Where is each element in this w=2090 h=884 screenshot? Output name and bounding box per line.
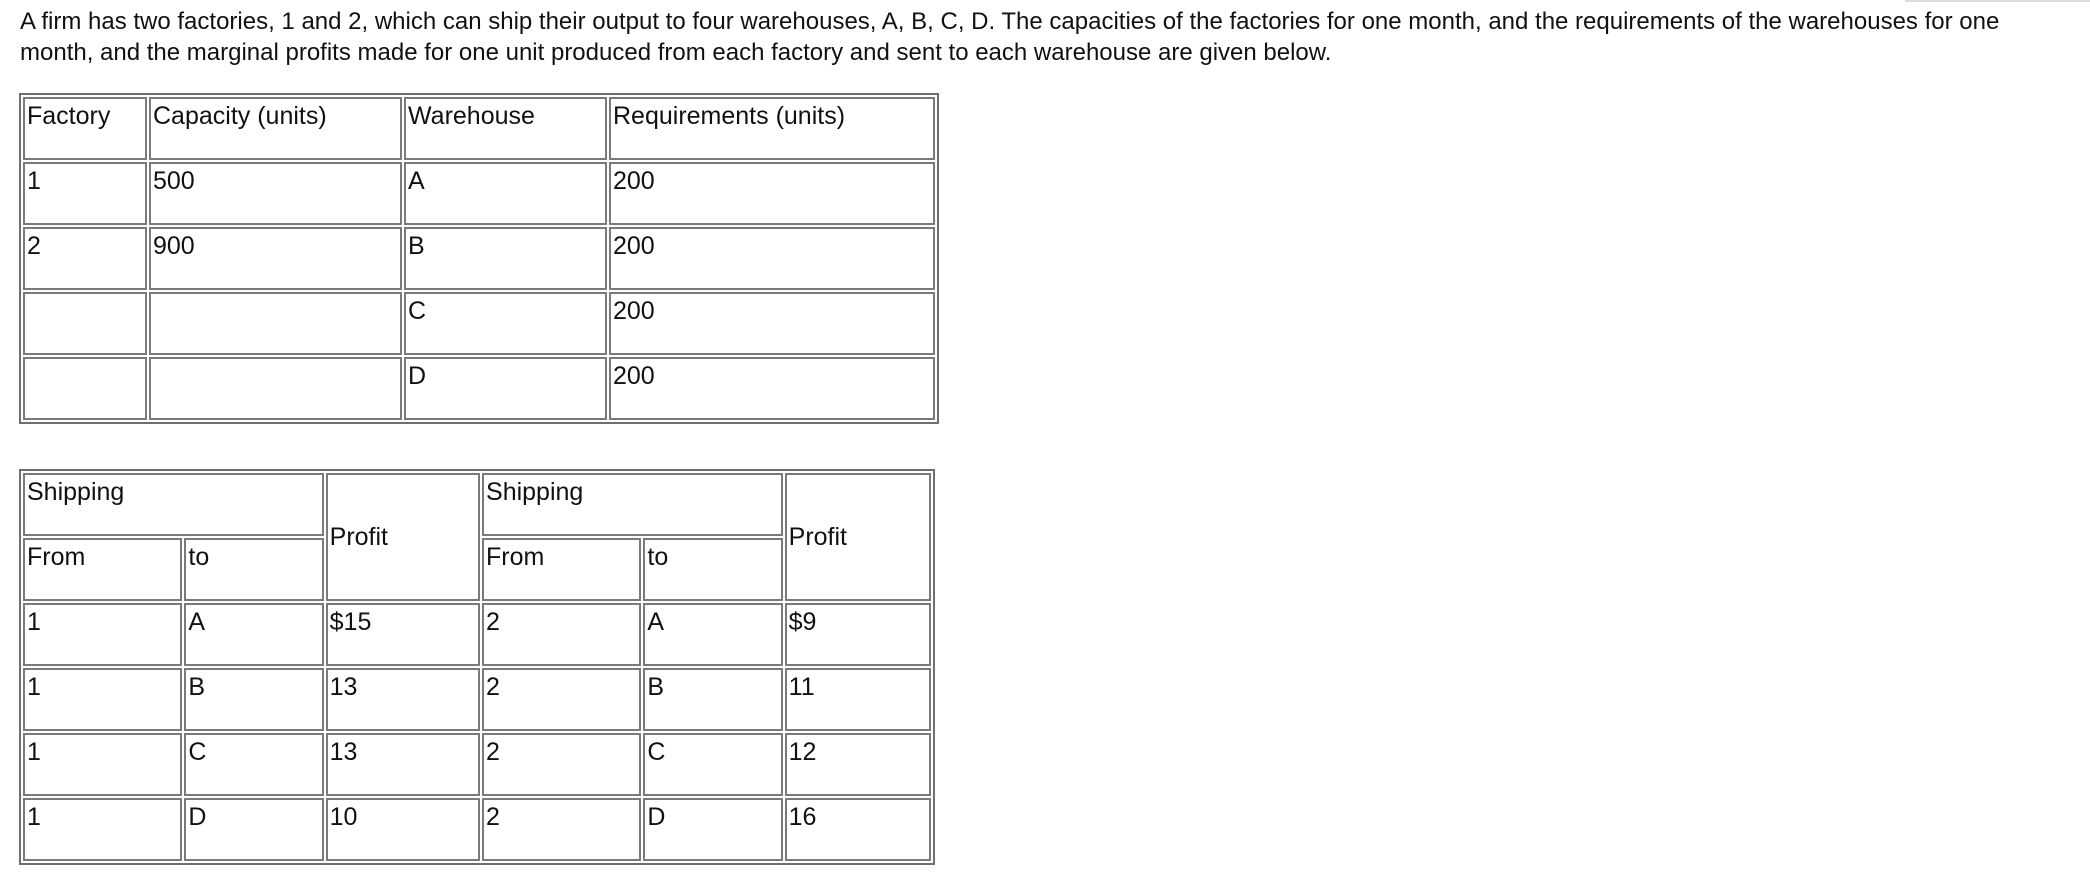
from-cell: 1	[23, 733, 182, 796]
capacity-requirements-table	[19, 93, 939, 424]
table-header-row	[23, 473, 931, 536]
warehouse-cell: D	[404, 357, 607, 420]
capacity-cell	[149, 357, 402, 420]
to-header: to	[184, 538, 323, 601]
header-requirements: Requirements (units)	[609, 97, 935, 160]
table-row	[23, 668, 931, 731]
to-cell: A	[643, 603, 782, 666]
to-header: to	[643, 538, 782, 601]
from-header: From	[23, 538, 182, 601]
header-warehouse: Warehouse	[404, 97, 607, 160]
factory-cell	[23, 292, 147, 355]
profit-cell: $9	[785, 603, 931, 666]
to-cell: B	[184, 668, 323, 731]
capacity-cell	[149, 292, 402, 355]
to-cell: B	[643, 668, 782, 731]
requirement-cell: 200	[609, 162, 935, 225]
header-capacity: Capacity (units)	[149, 97, 402, 160]
from-cell: 1	[23, 668, 182, 731]
requirement-cell: 200	[609, 227, 935, 290]
to-cell: A	[184, 603, 323, 666]
profit-header: Profit	[785, 473, 931, 601]
requirement-cell: 200	[609, 292, 935, 355]
profit-cell: 12	[785, 733, 931, 796]
factory-cell: 2	[23, 227, 147, 290]
profit-cell: 13	[326, 733, 480, 796]
profit-cell: 16	[785, 798, 931, 861]
problem-statement: A firm has two factories, 1 and 2, which can ship their output to four warehouses, A, B, C, D. The capacities of the factories for one month, and the requirements of the warehouses for one month, and the marginal profits made for one unit produced from each factory and sent to each warehouse are given below.	[20, 8, 2000, 66]
warehouse-cell: B	[404, 227, 607, 290]
table-row	[23, 292, 935, 355]
requirement-cell: 200	[609, 357, 935, 420]
capacity-cell: 500	[149, 162, 402, 225]
from-cell: 1	[23, 798, 182, 861]
warehouse-cell: C	[404, 292, 607, 355]
table-row	[23, 227, 935, 290]
profit-cell: 13	[326, 668, 480, 731]
from-cell: 1	[23, 603, 182, 666]
profit-cell: $15	[326, 603, 480, 666]
to-cell: D	[643, 798, 782, 861]
from-cell: 2	[482, 668, 641, 731]
profit-cell: 10	[326, 798, 480, 861]
header-factory: Factory	[23, 97, 147, 160]
shipping-group-header: Shipping	[23, 473, 324, 536]
table-row	[23, 798, 931, 861]
factory-cell: 1	[23, 162, 147, 225]
table-row	[23, 357, 935, 420]
shipping-profit-table	[19, 469, 935, 865]
table-header-row	[23, 97, 935, 160]
table-row	[23, 603, 931, 666]
factory-cell	[23, 357, 147, 420]
to-cell: C	[184, 733, 323, 796]
table-row	[23, 733, 931, 796]
profit-header: Profit	[326, 473, 480, 601]
capacity-cell: 900	[149, 227, 402, 290]
profit-cell: 11	[785, 668, 931, 731]
to-cell: C	[643, 733, 782, 796]
from-cell: 2	[482, 733, 641, 796]
to-cell: D	[184, 798, 323, 861]
table-row	[23, 162, 935, 225]
warehouse-cell: A	[404, 162, 607, 225]
from-cell: 2	[482, 798, 641, 861]
top-divider	[1905, 0, 2090, 2]
from-header: From	[482, 538, 641, 601]
shipping-group-header: Shipping	[482, 473, 783, 536]
from-cell: 2	[482, 603, 641, 666]
